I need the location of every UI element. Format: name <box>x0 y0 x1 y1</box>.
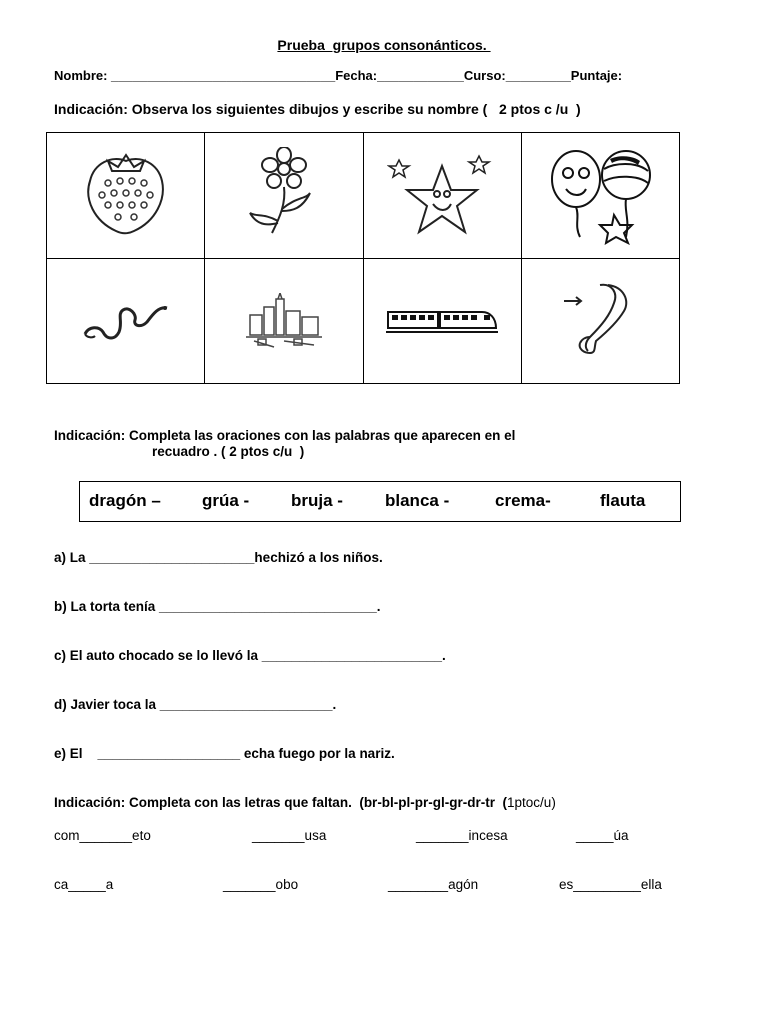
balloons-icon <box>540 145 660 245</box>
cell-arm <box>522 259 680 385</box>
cell-strawberry <box>47 133 205 259</box>
sentence-a: a) La ______________________hechizó a los niños. <box>54 550 383 565</box>
sentence-b: b) La torta tenía _____________________________. <box>54 599 381 614</box>
word-bank-item: grúa - <box>202 491 250 510</box>
star-icon <box>387 150 497 240</box>
instruction-1: Indicación: Observa los siguientes dibujos y escribe su nombre ( 2 ptos c /u ) <box>54 101 581 117</box>
picture-grid <box>46 132 680 384</box>
fill-word: ca_____a <box>54 877 114 892</box>
fill-word: _______usa <box>252 828 327 843</box>
fill-word: ________agón <box>388 877 479 892</box>
word-bank-item: flauta <box>600 491 646 510</box>
arm-icon <box>560 281 640 361</box>
fill-word: _______obo <box>223 877 299 892</box>
sentence-d: d) Javier toca la _______________________. <box>54 697 337 712</box>
cell-city <box>205 259 363 385</box>
word-bank-item: blanca - <box>385 491 450 510</box>
cell-train <box>364 259 522 385</box>
cell-star <box>364 133 522 259</box>
strawberry-icon <box>78 147 174 243</box>
cell-snake <box>47 259 205 385</box>
word-bank-item: bruja - <box>291 491 343 510</box>
word-bank-item: crema- <box>495 491 551 510</box>
snake-icon <box>81 296 171 346</box>
fill-word: _______incesa <box>416 828 508 843</box>
city-icon <box>244 293 324 349</box>
instruction-3-text: Indicación: Completa con las letras que faltan. (br-bl-pl-pr-gl-gr-dr-tr ( <box>54 795 508 810</box>
fill-word: com_______eto <box>54 828 151 843</box>
instruction-2-line-1: Indicación: Completa las oraciones con las palabras que aparecen en el <box>54 428 516 443</box>
instruction-3 <box>54 796 556 810</box>
word-bank-item: dragón – <box>89 491 161 510</box>
flower-icon <box>244 147 324 243</box>
word-bank-box <box>79 481 681 522</box>
instruction-3-points: 1ptoc/u) <box>507 795 556 810</box>
header-fields-line: Nombre: _______________________________Fecha:____________Curso:_________Puntaje: <box>54 68 623 83</box>
train-icon <box>386 306 498 336</box>
cell-balloons <box>522 133 680 259</box>
instruction-2-line-2: recuadro . ( 2 ptos c/u ) <box>152 444 305 459</box>
sentence-e: e) El ___________________ echa fuego por la nariz. <box>54 746 395 761</box>
fill-word: _____úa <box>576 828 629 843</box>
sentence-c: c) El auto chocado se lo llevó la ________________________. <box>54 648 446 663</box>
fill-word: es_________ella <box>559 877 662 892</box>
page-title: Prueba grupos consonánticos. <box>277 37 491 53</box>
cell-flower <box>205 133 363 259</box>
